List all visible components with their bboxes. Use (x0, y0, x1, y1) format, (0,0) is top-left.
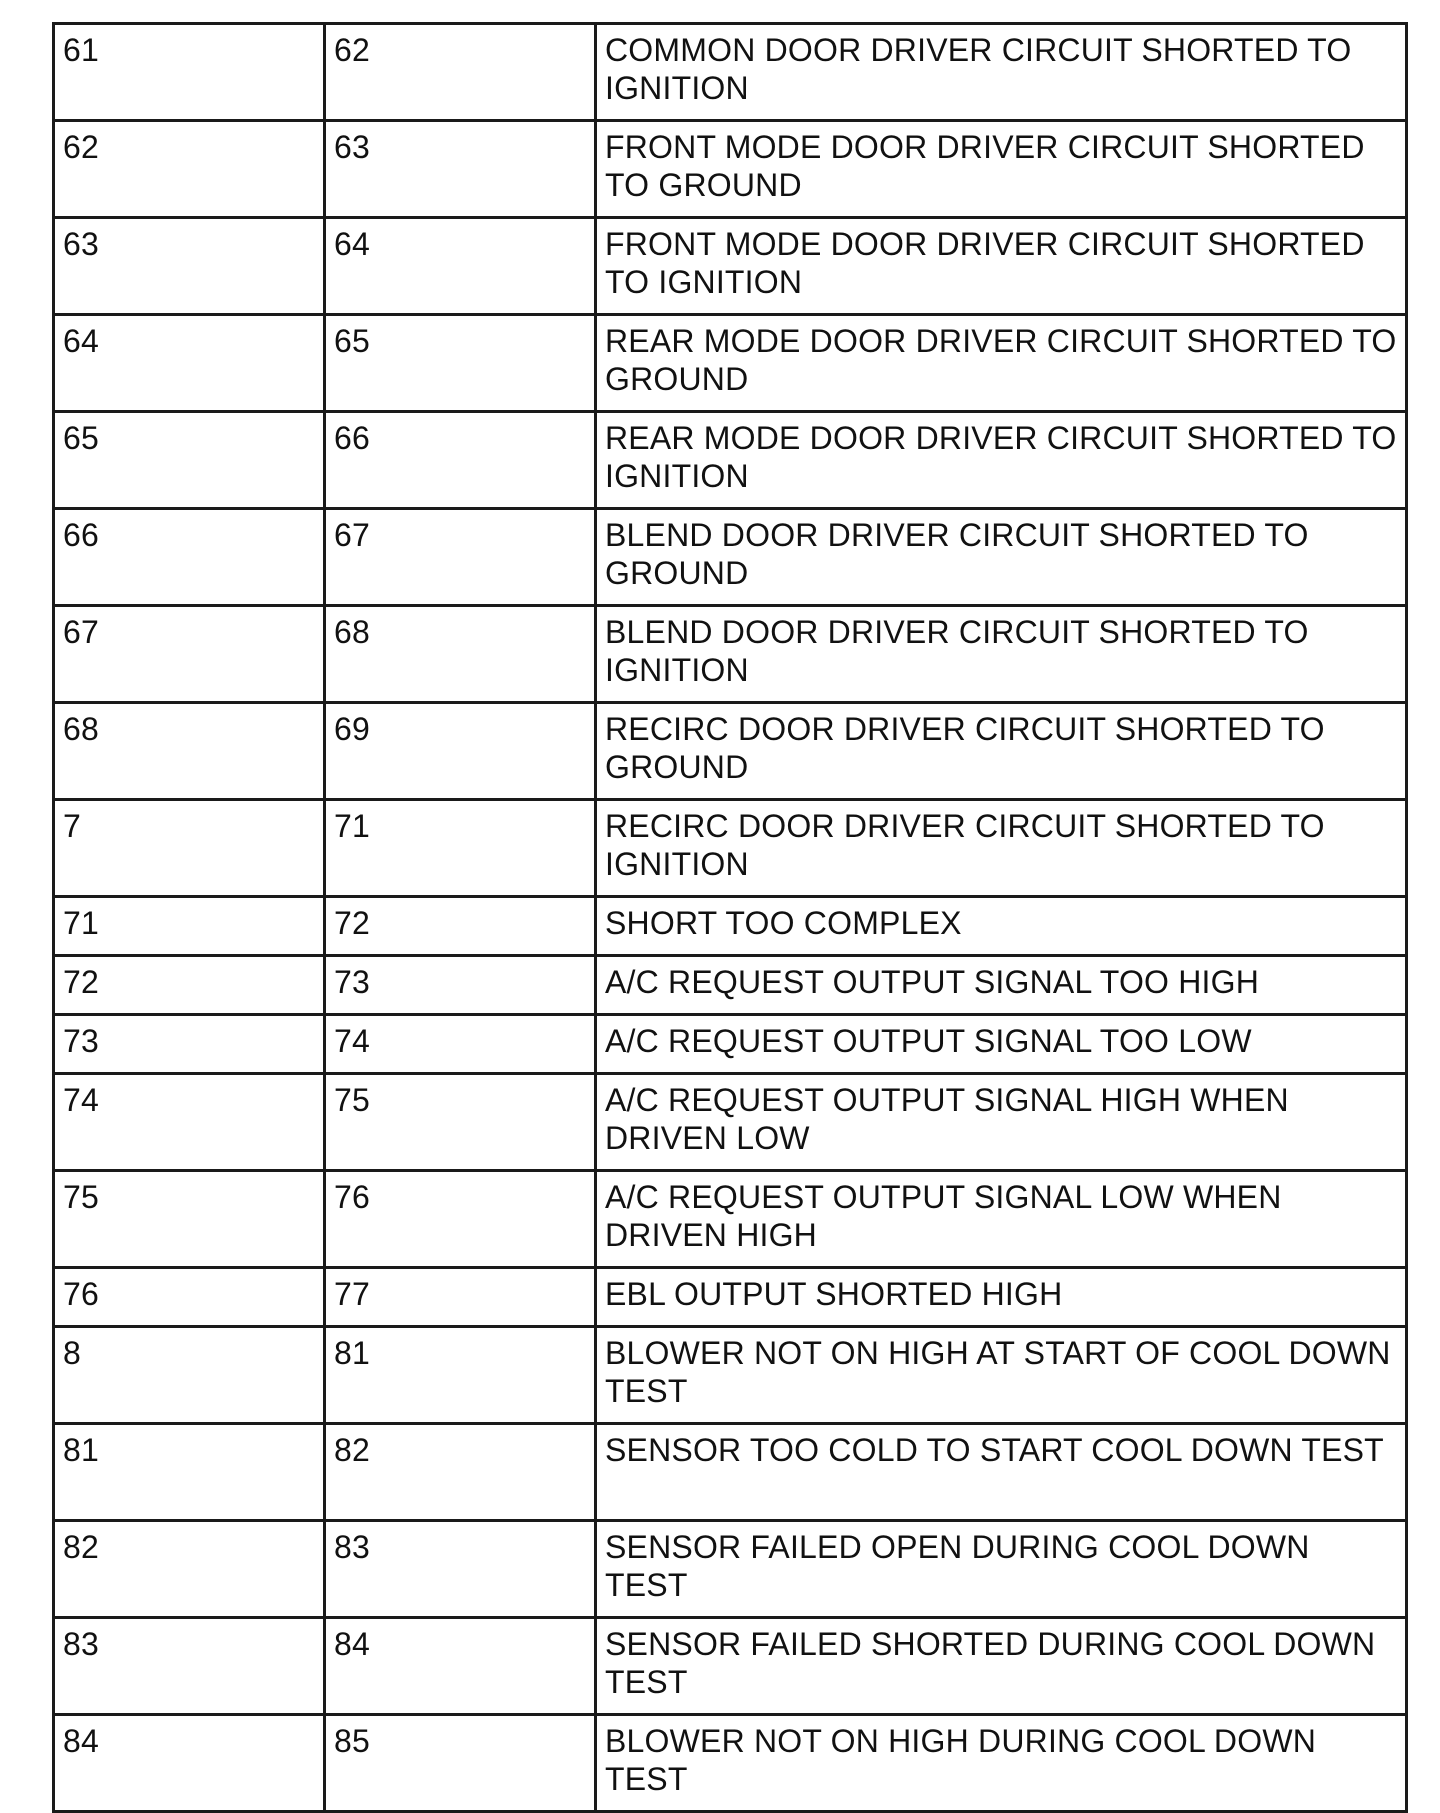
code-cell: 84 (54, 1715, 325, 1812)
description-cell: SENSOR FAILED SHORTED DURING COOL DOWN TEST (596, 1618, 1407, 1715)
code-cell: 82 (54, 1521, 325, 1618)
code-cell: 74 (54, 1074, 325, 1171)
next-code-cell: 85 (325, 1715, 596, 1812)
table-row-19 (54, 1618, 1407, 1715)
code-cell: 7 (54, 800, 325, 897)
table-row-11 (54, 956, 1407, 1015)
next-code-cell: 65 (325, 315, 596, 412)
table-row-16 (54, 1327, 1407, 1424)
diagnostic-code-table (52, 22, 1408, 1813)
next-code-cell: 64 (325, 218, 596, 315)
next-code-cell: 66 (325, 412, 596, 509)
code-cell: 75 (54, 1171, 325, 1268)
table-row-12 (54, 1015, 1407, 1074)
code-cell: 66 (54, 509, 325, 606)
next-code-cell: 83 (325, 1521, 596, 1618)
table-row-1 (54, 24, 1407, 121)
diagnostic-code-sheet (52, 22, 1405, 1813)
code-cell: 61 (54, 24, 325, 121)
description-cell: BLOWER NOT ON HIGH DURING COOL DOWN TEST (596, 1715, 1407, 1812)
next-code-cell: 69 (325, 703, 596, 800)
next-code-cell: 77 (325, 1268, 596, 1327)
next-code-cell: 73 (325, 956, 596, 1015)
next-code-cell: 71 (325, 800, 596, 897)
next-code-cell: 82 (325, 1424, 596, 1521)
next-code-cell: 68 (325, 606, 596, 703)
table-row-15 (54, 1268, 1407, 1327)
code-cell: 71 (54, 897, 325, 956)
description-cell: REAR MODE DOOR DRIVER CIRCUIT SHORTED TO IGNITION (596, 412, 1407, 509)
table-row-17 (54, 1424, 1407, 1521)
code-cell: 83 (54, 1618, 325, 1715)
description-cell: A/C REQUEST OUTPUT SIGNAL TOO HIGH (596, 956, 1407, 1015)
table-row-6 (54, 509, 1407, 606)
table-row-20 (54, 1715, 1407, 1812)
description-cell: BLOWER NOT ON HIGH AT START OF COOL DOWN TEST (596, 1327, 1407, 1424)
code-cell: 64 (54, 315, 325, 412)
description-cell: COMMON DOOR DRIVER CIRCUIT SHORTED TO IGNITION (596, 24, 1407, 121)
next-code-cell: 84 (325, 1618, 596, 1715)
code-cell: 65 (54, 412, 325, 509)
table-row-14 (54, 1171, 1407, 1268)
code-cell: 73 (54, 1015, 325, 1074)
next-code-cell: 74 (325, 1015, 596, 1074)
description-cell: FRONT MODE DOOR DRIVER CIRCUIT SHORTED TO GROUND (596, 121, 1407, 218)
table-row-8 (54, 703, 1407, 800)
next-code-cell: 76 (325, 1171, 596, 1268)
table-row-9 (54, 800, 1407, 897)
table-row-7 (54, 606, 1407, 703)
description-cell: A/C REQUEST OUTPUT SIGNAL HIGH WHEN DRIVEN LOW (596, 1074, 1407, 1171)
next-code-cell: 62 (325, 24, 596, 121)
description-cell: SENSOR TOO COLD TO START COOL DOWN TEST (596, 1424, 1407, 1521)
next-code-cell: 75 (325, 1074, 596, 1171)
description-cell: A/C REQUEST OUTPUT SIGNAL TOO LOW (596, 1015, 1407, 1074)
description-cell: RECIRC DOOR DRIVER CIRCUIT SHORTED TO GROUND (596, 703, 1407, 800)
description-cell: BLEND DOOR DRIVER CIRCUIT SHORTED TO IGNITION (596, 606, 1407, 703)
description-cell: EBL OUTPUT SHORTED HIGH (596, 1268, 1407, 1327)
table-row-5 (54, 412, 1407, 509)
table-row-2 (54, 121, 1407, 218)
code-cell: 8 (54, 1327, 325, 1424)
table-row-10 (54, 897, 1407, 956)
next-code-cell: 67 (325, 509, 596, 606)
code-cell: 62 (54, 121, 325, 218)
table-row-4 (54, 315, 1407, 412)
code-cell: 68 (54, 703, 325, 800)
next-code-cell: 63 (325, 121, 596, 218)
code-table-body (54, 24, 1407, 1812)
code-cell: 67 (54, 606, 325, 703)
next-code-cell: 81 (325, 1327, 596, 1424)
description-cell: BLEND DOOR DRIVER CIRCUIT SHORTED TO GROUND (596, 509, 1407, 606)
description-cell: A/C REQUEST OUTPUT SIGNAL LOW WHEN DRIVEN HIGH (596, 1171, 1407, 1268)
next-code-cell: 72 (325, 897, 596, 956)
table-row-18 (54, 1521, 1407, 1618)
description-cell: FRONT MODE DOOR DRIVER CIRCUIT SHORTED TO IGNITION (596, 218, 1407, 315)
table-row-13 (54, 1074, 1407, 1171)
description-cell: RECIRC DOOR DRIVER CIRCUIT SHORTED TO IGNITION (596, 800, 1407, 897)
code-cell: 76 (54, 1268, 325, 1327)
description-cell: SHORT TOO COMPLEX (596, 897, 1407, 956)
code-cell: 63 (54, 218, 325, 315)
code-cell: 72 (54, 956, 325, 1015)
code-cell: 81 (54, 1424, 325, 1521)
description-cell: SENSOR FAILED OPEN DURING COOL DOWN TEST (596, 1521, 1407, 1618)
table-row-3 (54, 218, 1407, 315)
description-cell: REAR MODE DOOR DRIVER CIRCUIT SHORTED TO GROUND (596, 315, 1407, 412)
